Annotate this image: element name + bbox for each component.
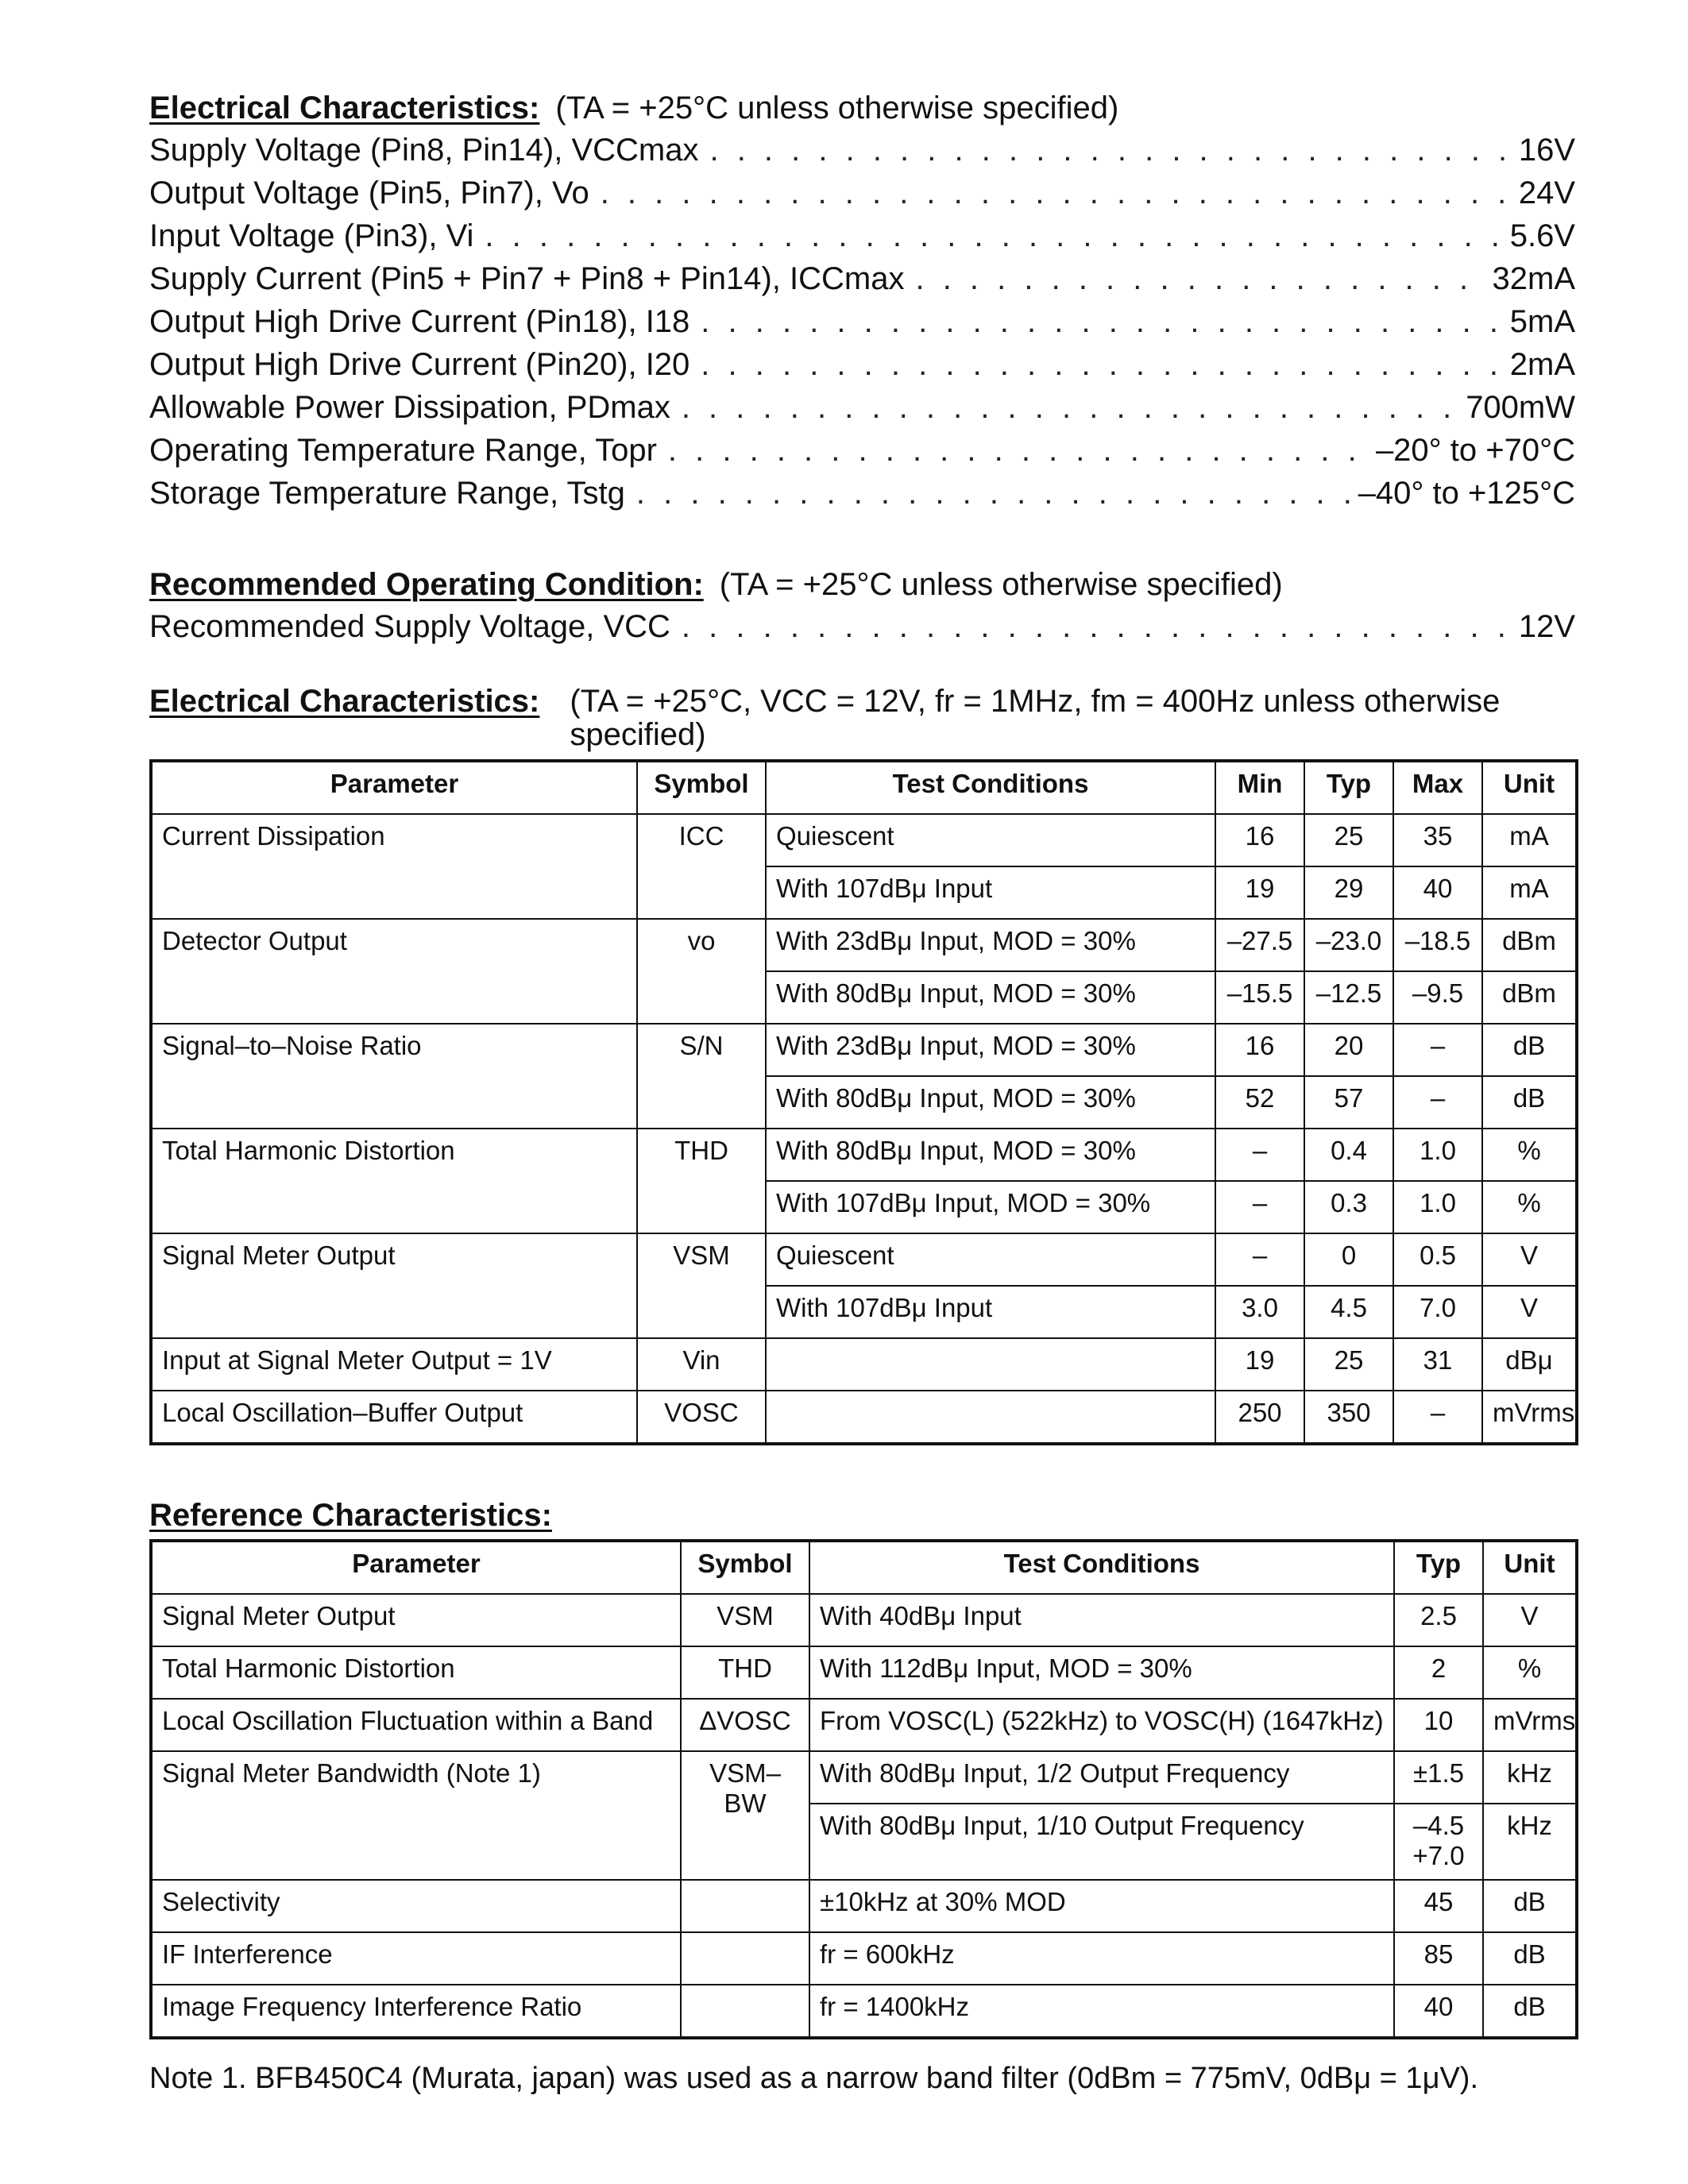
table-row: Signal Meter Output VSM With 40dBμ Input 2.5 V xyxy=(151,1594,1577,1646)
abs-max-row: Supply Voltage (Pin8, Pin14), VCCmax . . . 16V xyxy=(149,129,1575,172)
rec-op-condition: (TA = +25°C unless otherwise specified) xyxy=(719,567,1283,602)
rec-op-heading xyxy=(149,564,1575,605)
abs-max-title: Electrical Characteristics: xyxy=(149,91,540,125)
table-row: With 80dBμ Input, 1/10 Output Frequency –4.5 +7.0 kHz xyxy=(151,1804,1577,1880)
table-row: Current Dissipation ICC Quiescent 16 25 35 mA xyxy=(151,814,1577,866)
ec2-title: Electrical Characteristics: xyxy=(149,684,540,719)
table-row: IF Interference fr = 600kHz 85 dB xyxy=(151,1932,1577,1985)
table-header-row: Parameter Symbol Test Conditions Typ Unit xyxy=(151,1541,1577,1594)
abs-max-list xyxy=(149,129,1575,515)
abs-max-heading xyxy=(149,87,1575,129)
abs-max-row: Operating Temperature Range, Topr . . . –20° to +70°C xyxy=(149,429,1575,472)
table-row: With 107dBμ Input, MOD = 30% – 0.3 1.0 % xyxy=(151,1181,1577,1233)
table-row: Signal Meter Output VSM Quiescent – 0 0.5 V xyxy=(151,1233,1577,1286)
abs-max-row: Input Voltage (Pin3), Vi . . . 5.6V xyxy=(149,214,1575,257)
table-row: With 80dBμ Input, MOD = 30% –15.5 –12.5 –9.5 dBm xyxy=(151,971,1577,1024)
table-row: Total Harmonic Distortion THD With 80dBμ Input, MOD = 30% – 0.4 1.0 % xyxy=(151,1129,1577,1181)
abs-max-row: Output Voltage (Pin5, Pin7), Vo . . . 24V xyxy=(149,172,1575,214)
ref-title: Reference Characteristics: xyxy=(149,1498,552,1533)
table-row: Detector Output vo With 23dBμ Input, MOD = 30% –27.5 –23.0 –18.5 dBm xyxy=(151,919,1577,971)
table-row: Total Harmonic Distortion THD With 112dBμ Input, MOD = 30% 2 % xyxy=(151,1646,1577,1699)
table-row: With 80dBμ Input, MOD = 30% 52 57 – dB xyxy=(151,1076,1577,1129)
abs-max-condition: (TA = +25°C unless otherwise specified) xyxy=(555,91,1119,125)
ec2-condition: (TA = +25°C, VCC = 12V, fr = 1MHz, fm = 400Hz unless otherwise specified) xyxy=(570,684,1501,752)
abs-max-row: Storage Temperature Range, Tstg . . . –40° to +125°C xyxy=(149,472,1575,515)
abs-max-row: Supply Current (Pin5 + Pin7 + Pin8 + Pin14), ICCmax . . . 32mA xyxy=(149,257,1575,300)
abs-max-row: Allowable Power Dissipation, PDmax . . . 700mW xyxy=(149,386,1575,429)
table-row: With 107dBμ Input 19 29 40 mA xyxy=(151,866,1577,919)
ec2-heading xyxy=(149,685,1575,751)
ec2-table xyxy=(149,759,1578,1445)
table-header-row: Parameter Symbol Test Conditions Min Typ Max Unit xyxy=(151,761,1577,814)
rec-op-title: Recommended Operating Condition: xyxy=(149,567,704,602)
table-row: Signal Meter Bandwidth (Note 1) VSM–BW With 80dBμ Input, 1/2 Output Frequency ±1.5 kHz xyxy=(151,1751,1577,1804)
table-row: Local Oscillation–Buffer Output VOSC 250 350 – mVrms xyxy=(151,1391,1577,1444)
table-row: Signal–to–Noise Ratio S/N With 23dBμ Input, MOD = 30% 16 20 – dB xyxy=(151,1024,1577,1076)
abs-max-row: Output High Drive Current (Pin18), I18 . . . 5mA xyxy=(149,300,1575,343)
table-row: Image Frequency Interference Ratio fr = 1400kHz 40 dB xyxy=(151,1985,1577,2038)
footnote: Note 1. BFB450C4 (Murata, japan) was used as a narrow band filter (0dBm = 775mV, 0dBμ = 1μV). xyxy=(149,2062,1479,2095)
abs-max-row: Output High Drive Current (Pin20), I20 . . . 2mA xyxy=(149,343,1575,386)
datasheet-page xyxy=(149,87,1575,2098)
table-row: Local Oscillation Fluctuation within a Band ΔVOSC From VOSC(L) (522kHz) to VOSC(H) (1647kHz) 10 mVrms xyxy=(151,1699,1577,1751)
table-row: With 107dBμ Input 3.0 4.5 7.0 V xyxy=(151,1286,1577,1338)
ref-heading xyxy=(149,1495,1575,1536)
ref-table xyxy=(149,1539,1578,2039)
table-row: Selectivity ±10kHz at 30% MOD 45 dB xyxy=(151,1880,1577,1932)
table-row: Input at Signal Meter Output = 1V Vin 19 25 31 dBμ xyxy=(151,1338,1577,1391)
rec-op-row: Recommended Supply Voltage, VCC . . . 12V xyxy=(149,605,1575,648)
